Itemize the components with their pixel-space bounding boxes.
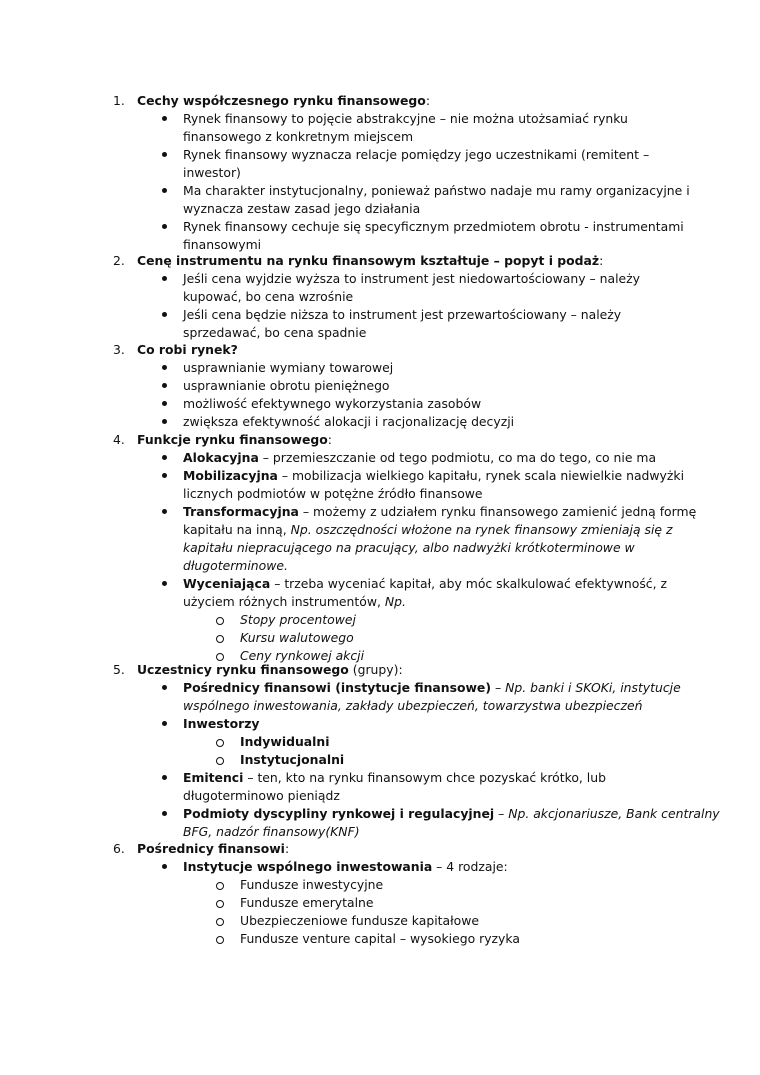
- term-description: – trzeba wyceniać kapitał, aby móc skalkulować efektywność, z: [270, 576, 667, 591]
- section-number: 1.: [113, 93, 125, 108]
- term-description: – 4 rodzaje:: [432, 859, 508, 874]
- list-item: [183, 467, 684, 485]
- bullet-icon: [162, 864, 167, 869]
- heading-text: Cechy współczesnego rynku finansowego: [137, 93, 426, 108]
- sub-item: Kursu walutowego: [240, 630, 354, 645]
- circle-bullet-icon: [216, 653, 224, 661]
- heading-colon: :: [599, 253, 604, 268]
- heading-text: Uczestnicy rynku finansowego: [137, 662, 349, 677]
- bullet-icon: [162, 401, 167, 406]
- section-heading: [137, 840, 289, 858]
- section-heading: [137, 431, 332, 449]
- section-number: 6.: [113, 841, 125, 856]
- term: Podmioty dyscypliny rynkowej i regulacyjnej: [183, 806, 495, 821]
- list-item-cont: kupować, bo cena wzrośnie: [183, 289, 354, 304]
- sub-item: Ubezpieczeniowe fundusze kapitałowe: [240, 913, 479, 928]
- circle-bullet-icon: [216, 918, 224, 926]
- circle-bullet-icon: [216, 757, 224, 765]
- list-item: Rynek finansowy to pojęcie abstrakcyjne – nie można utożsamiać rynku: [183, 111, 628, 126]
- list-item-cont: inwestor): [183, 165, 241, 180]
- section-heading: [137, 252, 603, 270]
- heading-text: Pośrednicy finansowi: [137, 841, 285, 856]
- bullet-icon: [162, 419, 167, 424]
- section-number: 5.: [113, 662, 125, 677]
- list-item: Jeśli cena będzie niższa to instrument jest przewartościowany – należy: [183, 307, 622, 322]
- list-item: [183, 503, 696, 521]
- bullet-icon: [162, 811, 167, 816]
- bullet-icon: [162, 188, 167, 193]
- section-heading: [137, 92, 430, 110]
- circle-bullet-icon: [216, 617, 224, 625]
- heading-colon: :: [425, 93, 430, 108]
- list-item: zwiększa efektywność alokacji i racjonalizację decyzji: [183, 414, 515, 429]
- list-item: [183, 449, 656, 467]
- example-text: Np. akcjonariusze, Bank centralny: [508, 806, 720, 821]
- example-text: Np. oszczędności włożone na rynek finansowy zmieniają się z: [290, 522, 673, 537]
- circle-bullet-icon: [216, 635, 224, 643]
- list-item: usprawnianie obrotu pieniężnego: [183, 378, 390, 393]
- sub-item: Instytucjonalni: [240, 752, 345, 767]
- heading-colon: :: [327, 432, 332, 447]
- list-item: możliwość efektywnego wykorzystania zasobów: [183, 396, 482, 411]
- list-item: [183, 575, 667, 593]
- bullet-icon: [162, 455, 167, 460]
- bullet-icon: [162, 721, 167, 726]
- bullet-icon: [162, 581, 167, 586]
- list-item: Inwestorzy: [183, 716, 260, 731]
- section-number: 4.: [113, 432, 125, 447]
- bullet-icon: [162, 383, 167, 388]
- list-item-cont: długoterminowo pieniądz: [183, 788, 340, 803]
- section-number: 3.: [113, 342, 125, 357]
- term: Instytucje wspólnego inwestowania: [183, 859, 433, 874]
- term: Alokacyjna: [183, 450, 259, 465]
- term: Pośrednicy finansowi (instytucje finansowe): [183, 680, 491, 695]
- bullet-icon: [162, 116, 167, 121]
- circle-bullet-icon: [216, 739, 224, 747]
- list-item: Rynek finansowy cechuje się specyficznym przedmiotem obrotu - instrumentami: [183, 219, 684, 234]
- section-heading: [137, 341, 238, 359]
- bullet-icon: [162, 312, 167, 317]
- term: Wyceniająca: [183, 576, 271, 591]
- bullet-icon: [162, 224, 167, 229]
- list-item: [183, 679, 681, 697]
- heading-text: Cenę instrumentu na rynku finansowym kształtuje – popyt i podaż: [137, 253, 600, 268]
- sub-item: Fundusze inwestycyjne: [240, 877, 384, 892]
- term: Mobilizacyjna: [183, 468, 278, 483]
- section-heading: [137, 661, 403, 679]
- example-text: Np. banki i SKOKi, instytucje: [505, 680, 681, 695]
- list-item-cont: finansowymi: [183, 237, 262, 252]
- sub-item: Fundusze emerytalne: [240, 895, 374, 910]
- sub-item: Ceny rynkowej akcji: [240, 648, 365, 663]
- plain-text: kapitału na inną,: [183, 522, 291, 537]
- term: Emitenci: [183, 770, 244, 785]
- section-number: 2.: [113, 253, 125, 268]
- term: Transformacyjna: [183, 504, 299, 519]
- circle-bullet-icon: [216, 882, 224, 890]
- bullet-icon: [162, 509, 167, 514]
- dash: –: [491, 680, 506, 695]
- list-item: [183, 805, 720, 823]
- list-item-cont: finansowego z konkretnym miejscem: [183, 129, 414, 144]
- heading-text: Funkcje rynku finansowego: [137, 432, 328, 447]
- list-item-cont: wspólnego inwestowania, zakłady ubezpieczeń, towarzystwa ubezpieczeń: [183, 698, 643, 713]
- circle-bullet-icon: [216, 936, 224, 944]
- list-item: Jeśli cena wyjdzie wyższa to instrument jest niedowartościowany – należy: [183, 271, 640, 286]
- list-item-cont: licznych podmiotów w potężne źródło finansowe: [183, 486, 483, 501]
- list-item-cont: BFG, nadzór finansowy(KNF): [183, 824, 360, 839]
- list-item: Rynek finansowy wyznacza relacje pomiędzy jego uczestnikami (remitent –: [183, 147, 650, 162]
- list-item-cont: długoterminowe.: [183, 558, 288, 573]
- term-description: – ten, kto na rynku finansowym chce pozyskać krótko, lub: [243, 770, 606, 785]
- list-item: [183, 769, 606, 787]
- list-item: usprawnianie wymiany towarowej: [183, 360, 394, 375]
- bullet-icon: [162, 152, 167, 157]
- list-item-cont: kapitału niepracującego na pracujący, albo nadwyżki krótkoterminowe w: [183, 540, 635, 555]
- list-item-cont: [183, 521, 672, 539]
- list-item-cont: [183, 593, 406, 611]
- term-description: – przemieszczanie od tego podmiotu, co ma do tego, co nie ma: [258, 450, 657, 465]
- sub-item: Indywidualni: [240, 734, 330, 749]
- heading-suffix: (grupy):: [348, 662, 403, 677]
- dash: –: [494, 806, 509, 821]
- sub-item: Fundusze venture capital – wysokiego ryzyka: [240, 931, 520, 946]
- example-text: Np.: [384, 594, 406, 609]
- heading-text: Co robi rynek?: [137, 342, 238, 357]
- bullet-icon: [162, 685, 167, 690]
- list-item-cont: sprzedawać, bo cena spadnie: [183, 325, 367, 340]
- list-item: Ma charakter instytucjonalny, ponieważ państwo nadaje mu ramy organizacyjne i: [183, 183, 690, 198]
- circle-bullet-icon: [216, 900, 224, 908]
- plain-text: użyciem różnych instrumentów,: [183, 594, 385, 609]
- bullet-icon: [162, 473, 167, 478]
- term-description: – mobilizacja wielkiego kapitału, rynek scala niewielkie nadwyżki: [277, 468, 685, 483]
- list-item-cont: wyznacza zestaw zasad jego działania: [183, 201, 421, 216]
- sub-item: Stopy procentowej: [240, 612, 356, 627]
- term-description: – możemy z udziałem rynku finansowego zamienić jedną formę: [298, 504, 697, 519]
- bullet-icon: [162, 365, 167, 370]
- bullet-icon: [162, 276, 167, 281]
- heading-colon: :: [284, 841, 290, 856]
- bullet-icon: [162, 775, 167, 780]
- list-item: [183, 858, 508, 876]
